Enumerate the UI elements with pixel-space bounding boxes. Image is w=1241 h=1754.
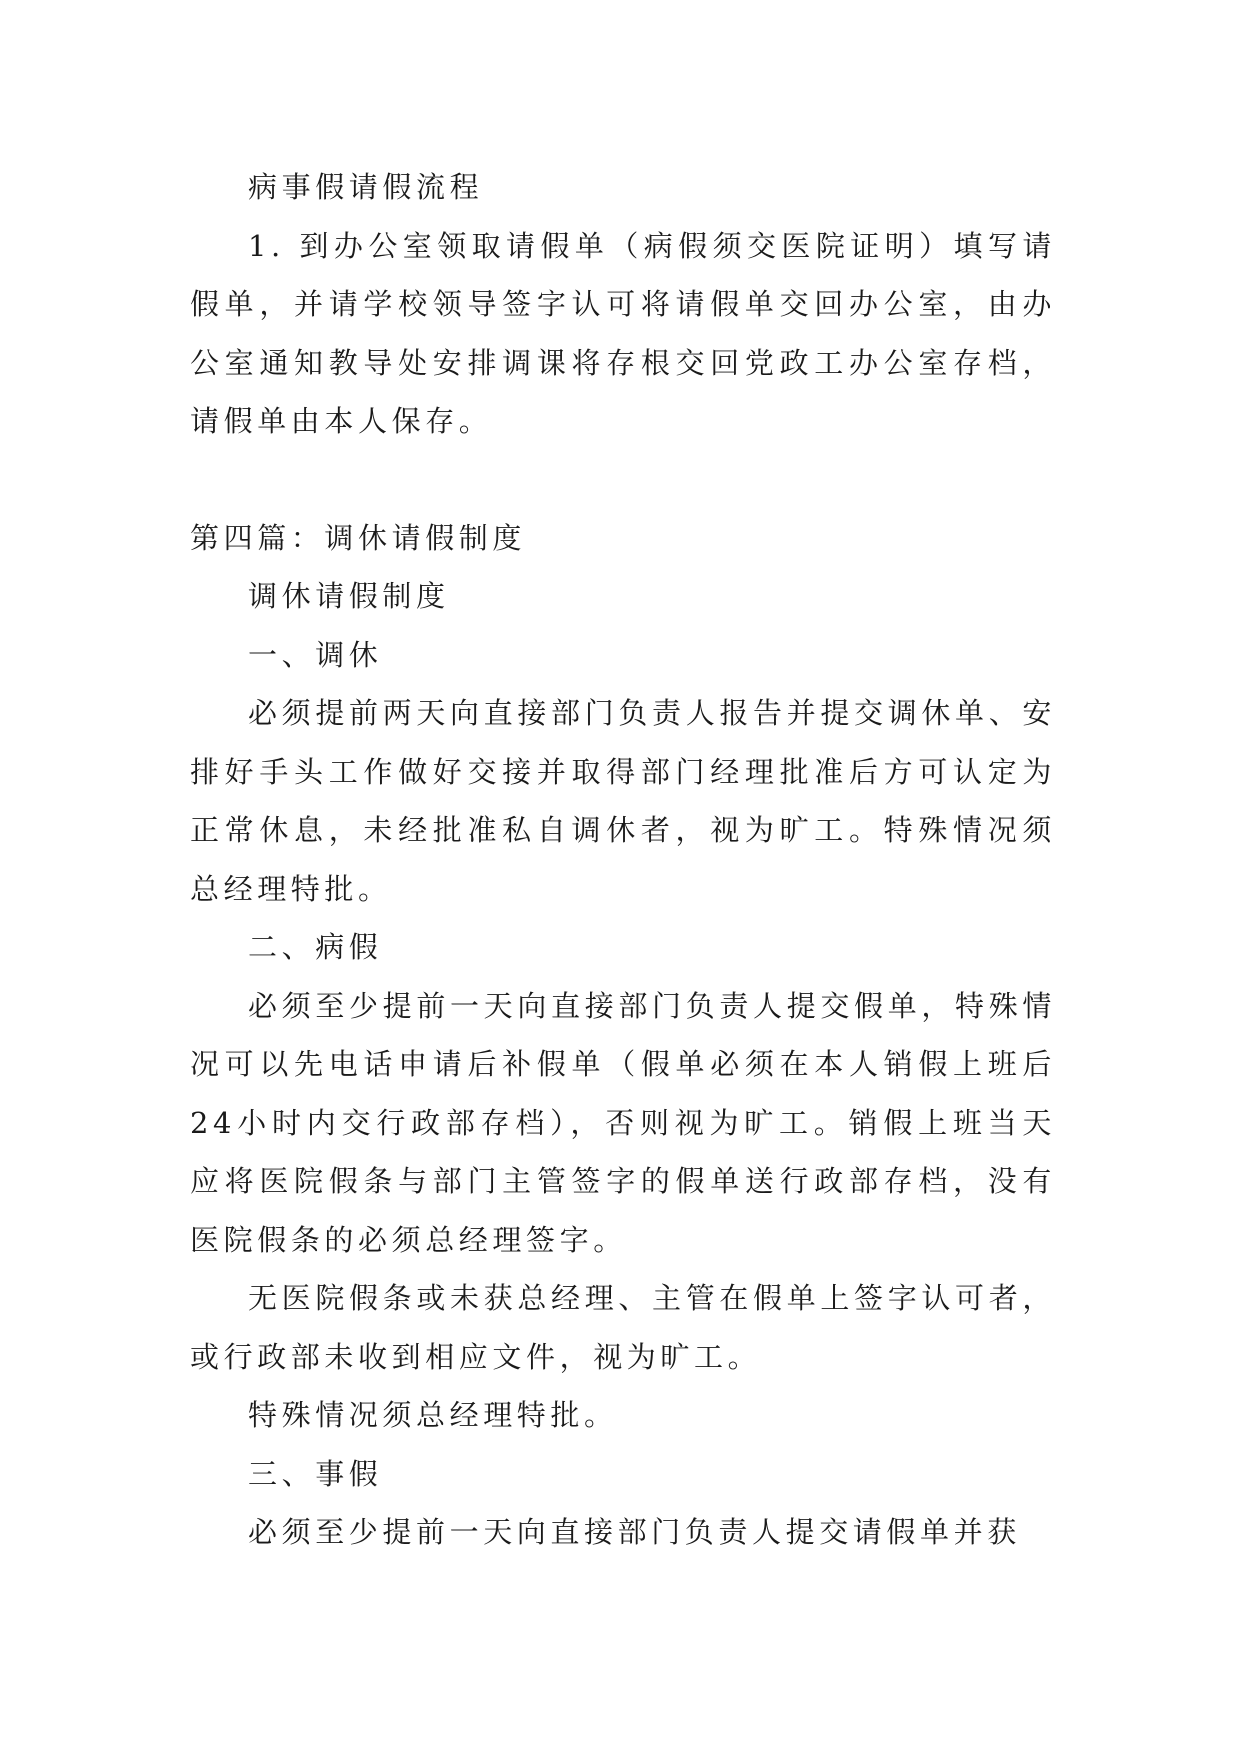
paragraph-sick-leave-2: 无医院假条或未获总经理、主管在假单上签字认可者，或行政部未收到相应文件，视为旷工。 xyxy=(190,1281,1056,1374)
document-body xyxy=(190,158,1056,1562)
section-heading-adjusted-rest: 一、调休 xyxy=(248,637,383,672)
chapter-heading: 第四篇：调休请假制度 xyxy=(190,520,527,555)
paragraph-adjusted-rest: 必须提前两天向直接部门负责人报告并提交调休单、安排好手头工作做好交接并取得部门经理批准后方可认定为正常休息，未经批准私自调休者，视为旷工。特殊情况须总经理特批。 xyxy=(190,696,1056,906)
paragraph-sick-leave-1: 必须至少提前一天向直接部门负责人提交假单，特殊情况可以先电话申请后补假单（假单必须在本人销假上班后24小时内交行政部存档），否则视为旷工。销假上班当天应将医院假条与部门主管签字的假单送行政部存档，没有医院假条的必须总经理签字。 xyxy=(190,988,1056,1257)
paragraph-sick-leave-3: 特殊情况须总经理特批。 xyxy=(248,1398,618,1432)
section-heading-sick-leave: 二、病假 xyxy=(248,930,383,964)
section-heading-personal-leave: 三、事假 xyxy=(248,1456,383,1491)
paragraph-personal-leave: 必须至少提前一天向直接部门负责人提交请假单并获 xyxy=(248,1515,1021,1549)
paragraph-leave-process: 1. 到办公室领取请假单（病假须交医院证明）填写请假单，并请学校领导签字认可将请假单交回办公室，由办公室通知教导处安排调课将存根交回党政工办公室存档，请假单由本人保存。 xyxy=(190,228,1056,438)
document-title: 调休请假制度 xyxy=(248,579,450,613)
section-title-leave-process: 病事假请假流程 xyxy=(248,170,484,204)
